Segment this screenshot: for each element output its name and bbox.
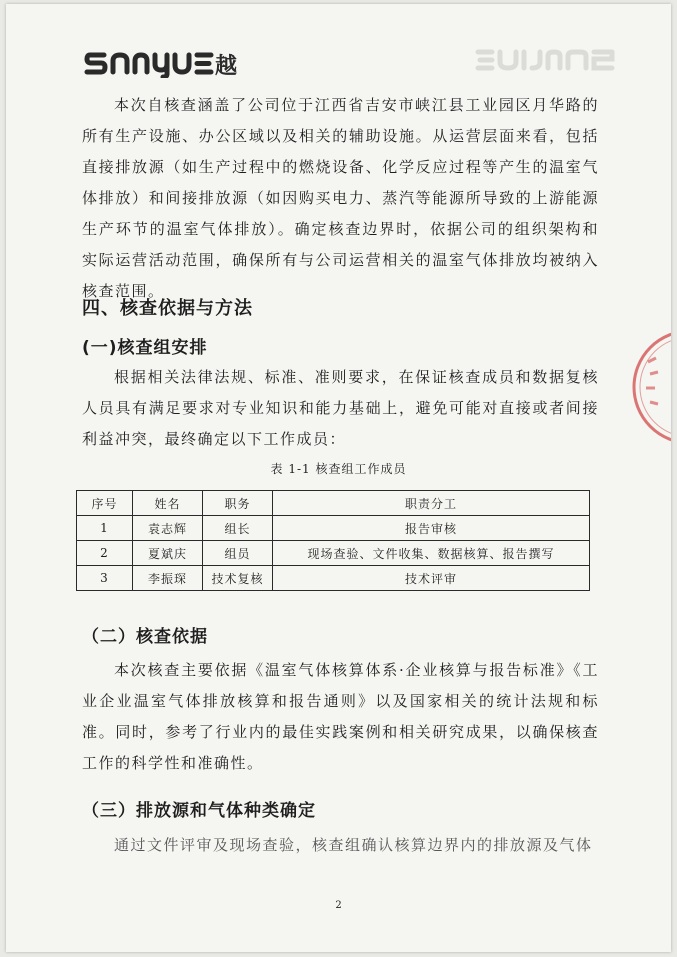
table-header-row [77,491,590,516]
header-position: 职务 [203,491,273,516]
cell-duties: 报告审核 [273,516,590,541]
header-duties: 职责分工 [273,491,590,516]
subsection-team-heading: (一)核查组安排 [82,338,208,358]
cell-name: 夏斌庆 [133,541,203,566]
header-name: 姓名 [133,491,203,516]
header-index: 序号 [77,491,133,516]
company-seal [628,322,671,452]
cell-index: 1 [77,516,133,541]
scope-paragraph: 本次自核查涵盖了公司位于江西省吉安市峡江县工业园区月华路的所有生产设施、办公区域以及相关的辅助设施。从运营层面来看，包括直接排放源（如生产过程中的燃烧设备、化学反应过程等产生的温室气体排放）和间接排放源（如因购买电力、蒸汽等能源所导致的上游能源生产环节的温室气体排放）。确定核查边界时，依据公司的组织架构和实际运营活动范围，确保所有与公司运营相关的温室气体排放均被纳入核查范围。 [82,96,599,300]
cell-position: 组员 [203,541,273,566]
section-4-heading: 四、核查依据与方法 [82,298,253,319]
sanyue-logo [84,48,254,78]
cell-index: 3 [77,566,133,591]
cell-position: 技术复核 [203,566,273,591]
basis-paragraph: 本次核查主要依据《温室气体核算体系·企业核算与报告标准》《工业企业温室气体排放核算和报告通则》以及国家相关的统计法规和标准。同时，参考了行业内的最佳实践案例和相关研究成果，以确保核查工作的科学性和准确性。 [82,661,599,772]
subsection-sources-heading: （三）排放源和气体种类确定 [82,801,316,821]
table-row [77,516,590,541]
document-page [6,4,671,952]
sources-paragraph: 通过文件评审及现场查验，核查组确认核算边界内的排放源及气体 [114,836,593,854]
team-members-table [76,490,590,591]
cell-name: 李振琛 [133,566,203,591]
page-number: 2 [335,900,342,911]
table-row [77,541,590,566]
cell-position: 组长 [203,516,273,541]
cell-duties: 技术评审 [273,566,590,591]
cell-name: 袁志辉 [133,516,203,541]
cell-duties: 现场查验、文件收集、数据核算、报告撰写 [273,541,590,566]
cell-index: 2 [77,541,133,566]
team-paragraph: 根据相关法律法规、标准、准则要求，在保证核查成员和数据复核人员具有满足要求对专业知识和能力基础上，避免可能对直接或者间接利益冲突，最终确定以下工作成员： [82,368,599,448]
subsection-basis-heading: （二）核查依据 [82,627,208,647]
table-row [77,566,590,591]
table-caption: 表 1-1 核查组工作成员 [270,462,407,476]
bleed-through-logo [436,44,616,74]
svg-text:越: 越 [215,54,238,78]
